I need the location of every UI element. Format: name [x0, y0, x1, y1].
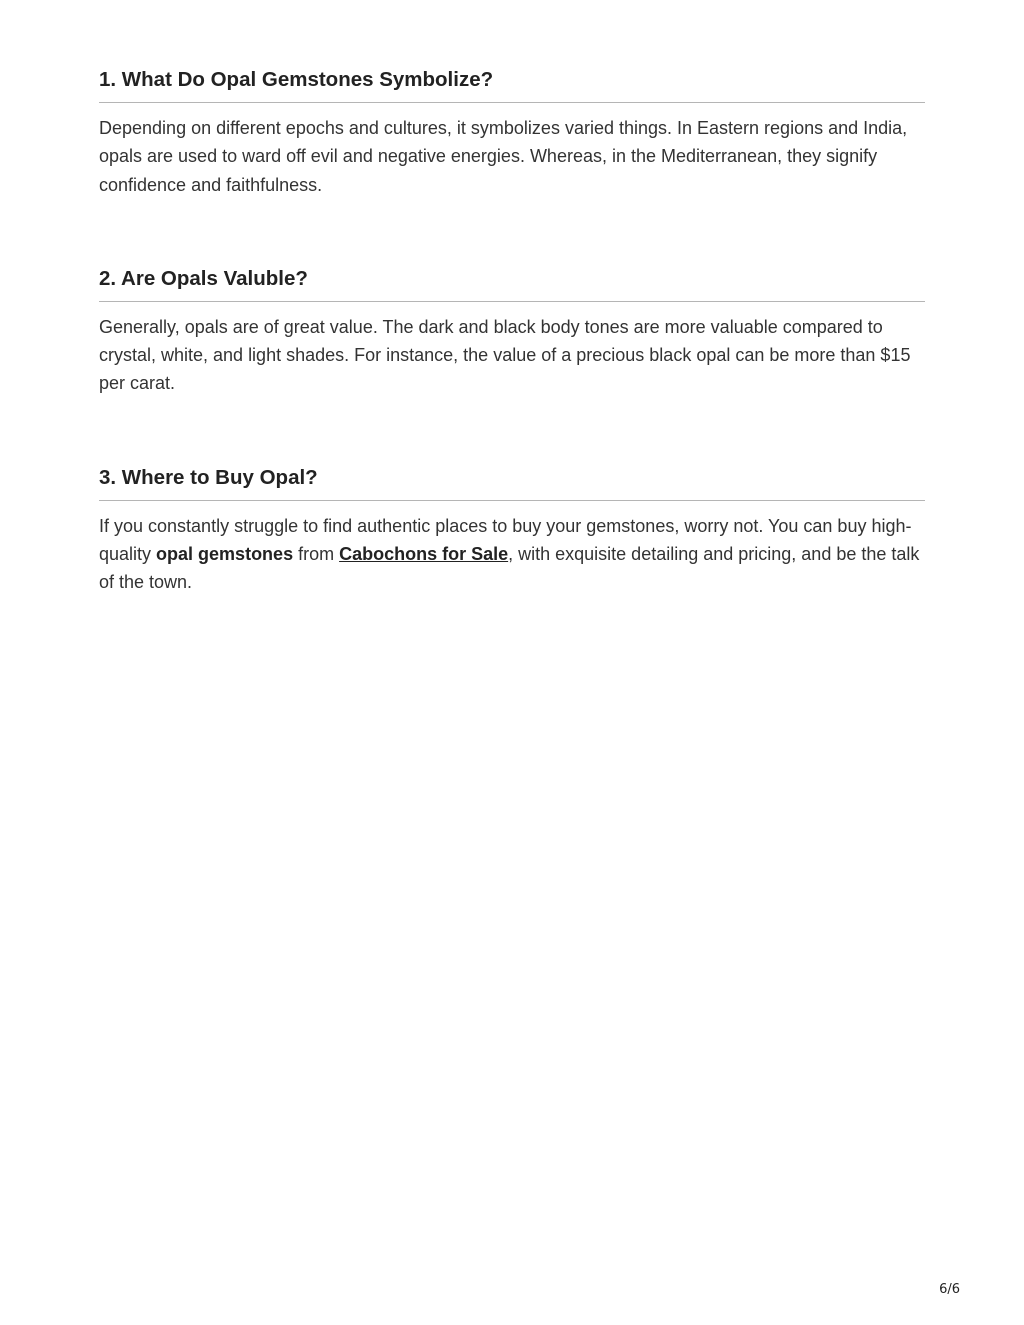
page-number: 6/6: [939, 1282, 960, 1297]
paragraph-text-end: , with exquisite detailing and pricing, and be the talk of the town.: [99, 544, 920, 593]
faq-section-value: [99, 265, 925, 398]
faq-section-symbolize: [99, 66, 925, 199]
section-heading: 2. Are Opals Valuble?: [99, 265, 925, 302]
section-paragraph: Depending on different epochs and cultures, it symbolizes varied things. In Eastern regions and India, opals are used to ward off evil and negative energies. Whereas, in the Mediterranean, they signify confidence and faithfulness.: [99, 118, 908, 195]
bold-keyword: opal gemstones: [156, 544, 294, 565]
section-heading: 3. Where to Buy Opal?: [99, 464, 925, 501]
section-heading: 1. What Do Opal Gemstones Symbolize?: [99, 66, 925, 103]
faq-section-where-to-buy: [99, 464, 925, 597]
section-paragraph: Generally, opals are of great value. The dark and black body tones are more valuable compared to crystal, white, and light shades. For instance, the value of a precious black opal can be more than $15 per carat.: [99, 316, 911, 394]
paragraph-text-middle: from: [293, 544, 340, 565]
paragraph-text-start: If you constantly struggle to find authentic places to buy your gemstones, worry not. You can buy high-quality: [99, 515, 912, 565]
document-content: [99, 66, 925, 597]
cabochons-for-sale-link[interactable]: Cabochons for Sale: [339, 544, 509, 565]
section-paragraph: [99, 512, 925, 597]
